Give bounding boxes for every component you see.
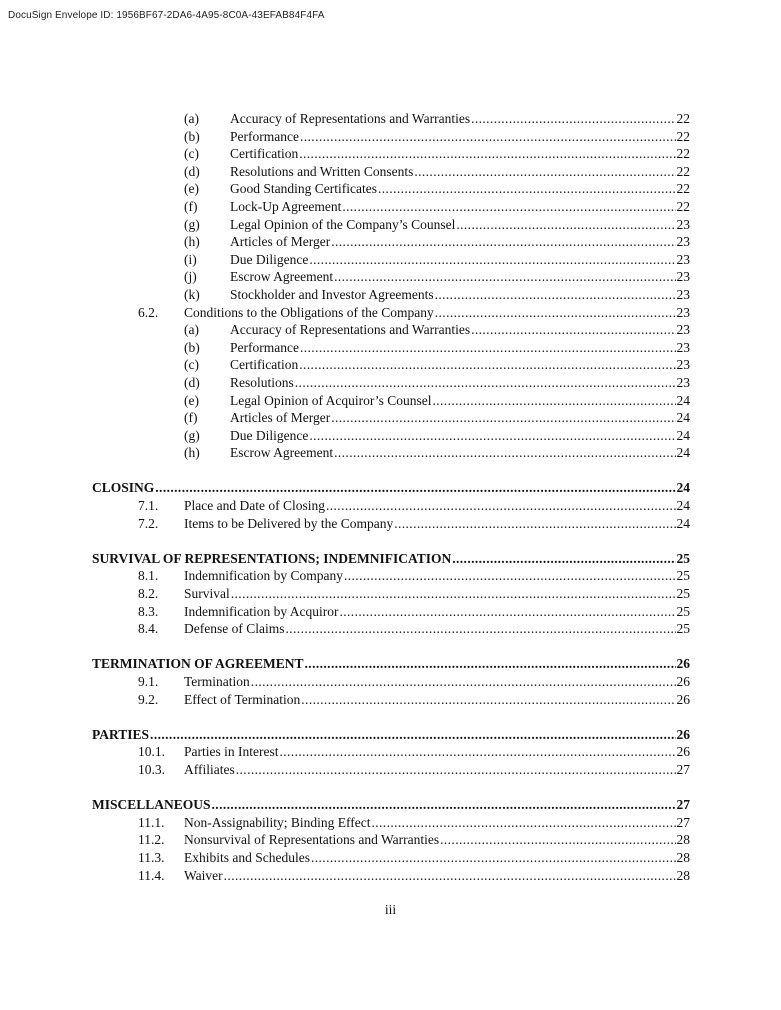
dot-leader [435, 286, 676, 304]
toc-entry[interactable] [0, 761, 781, 779]
toc-entry-number: (g) [184, 216, 200, 232]
toc-entry-title: Nonsurvival of Representations and Warranties [184, 832, 440, 848]
toc-entry-page: 24 [676, 392, 690, 408]
toc-heading-title: SURVIVAL OF REPRESENTATIONS; INDEMNIFICATION [92, 550, 452, 566]
toc-entry-number: 11.3. [138, 849, 165, 865]
toc-entry[interactable] [0, 145, 781, 163]
toc-entry[interactable] [0, 603, 781, 621]
toc-entry-page: 22 [676, 111, 690, 126]
toc-entry-title: Non-Assignability; Binding Effect [184, 814, 371, 830]
toc-entry-page: 22 [676, 146, 690, 162]
toc-heading-page: 25 [676, 550, 690, 566]
toc-entry-title: Articles of Merger [230, 410, 331, 426]
toc-entry-title: Parties in Interest [184, 744, 279, 760]
toc-entry-page: 23 [676, 357, 690, 373]
dot-leader [339, 603, 675, 621]
toc-entry-title: Effect of Termination [184, 691, 301, 707]
toc-entry-page: 23 [676, 374, 690, 390]
dot-leader [236, 761, 676, 779]
toc-entry-page: 26 [676, 691, 690, 707]
toc-entry-number: (c) [184, 146, 199, 162]
toc-entry-title: Escrow Agreement [230, 269, 334, 285]
toc-entry[interactable] [0, 110, 781, 128]
toc-entry-number: 8.4. [138, 621, 159, 637]
toc-entry-title: Waiver [184, 867, 223, 883]
toc-entry-title: Due Diligence [230, 427, 309, 443]
toc-entry[interactable] [0, 673, 781, 691]
dot-leader [155, 479, 675, 497]
dot-leader [440, 831, 675, 849]
toc-entry[interactable] [0, 444, 781, 462]
toc-entry[interactable] [0, 339, 781, 357]
dot-leader [300, 128, 676, 146]
toc-entry-page: 28 [676, 832, 690, 848]
toc-heading-page: 26 [676, 726, 690, 742]
toc-entry-title: Termination [184, 674, 250, 689]
dot-leader [305, 655, 676, 673]
dot-leader [378, 180, 676, 198]
toc-entry-title: Escrow Agreement [230, 445, 334, 461]
toc-entry-title: Due Diligence [230, 251, 309, 267]
toc-heading-page: 26 [676, 656, 690, 672]
toc-entry-page: 23 [676, 251, 690, 267]
dot-leader [432, 392, 675, 410]
toc-entry-title: Good Standing Certificates [230, 181, 377, 197]
toc-entry-title: Exhibits and Schedules [184, 849, 310, 865]
toc-entry-title: Legal Opinion of the Company’s Counsel [230, 216, 456, 232]
toc-entry-number: (d) [184, 374, 200, 390]
toc-entry-page: 25 [676, 621, 690, 637]
dot-leader [231, 585, 676, 603]
toc-entry[interactable] [0, 567, 781, 585]
toc-entry-page: 23 [676, 339, 690, 355]
toc-entry[interactable] [0, 216, 781, 234]
toc-entry-number: (k) [184, 286, 200, 302]
toc-entry-title: Certification [230, 146, 299, 162]
toc-entry-number: (b) [184, 128, 200, 144]
toc-heading-title: PARTIES [92, 726, 150, 742]
toc-entry-title: Performance [230, 128, 299, 144]
toc-heading-page: 24 [676, 480, 690, 496]
toc-entry[interactable] [0, 585, 781, 603]
toc-entry-number: 9.1. [138, 674, 159, 689]
toc-entry[interactable] [0, 198, 781, 216]
toc-heading-title: CLOSING [92, 480, 155, 496]
toc-entry-page: 26 [676, 674, 690, 689]
toc-entry-number: (e) [184, 392, 199, 408]
toc-entry-page: 27 [676, 814, 690, 830]
toc-entry-page: 22 [676, 128, 690, 144]
toc-entry-title: Legal Opinion of Acquiror’s Counsel [230, 392, 432, 408]
toc-entry-number: 8.1. [138, 568, 159, 584]
toc-section-heading[interactable] [0, 796, 781, 814]
toc-entry-page: 23 [676, 322, 690, 338]
page-number: iii [384, 902, 397, 917]
toc-entry-number: 8.3. [138, 603, 159, 619]
dot-leader [295, 374, 676, 392]
toc-entry-number: 10.3. [138, 761, 165, 777]
toc-entry-number: (c) [184, 357, 199, 373]
toc-heading-title: TERMINATION OF AGREEMENT [92, 656, 304, 672]
toc-heading-page: 27 [676, 797, 690, 813]
toc-entry-page: 23 [676, 216, 690, 232]
table-of-contents [0, 110, 781, 884]
dot-leader [334, 444, 675, 462]
toc-entry-page: 22 [676, 181, 690, 197]
envelope-id: DocuSign Envelope ID: 1956BF67-2DA6-4A95-8C0A-43EFAB84F4FA [8, 10, 325, 21]
dot-leader [435, 304, 676, 322]
toc-entry[interactable] [0, 374, 781, 392]
toc-entry-page: 23 [676, 286, 690, 302]
toc-entry-page: 23 [676, 304, 690, 320]
toc-entry-title: Lock-Up Agreement [230, 198, 342, 214]
toc-entry-page: 26 [676, 744, 690, 760]
toc-entry-number: (e) [184, 181, 199, 197]
toc-entry-page: 25 [676, 568, 690, 584]
dot-leader [224, 867, 676, 885]
toc-entry-number: (f) [184, 410, 198, 426]
toc-entry[interactable] [0, 251, 781, 269]
dot-leader [452, 550, 675, 568]
toc-entry-number: 6.2. [138, 304, 159, 320]
toc-section-heading[interactable] [0, 726, 781, 744]
dot-leader [471, 110, 675, 128]
dot-leader [414, 163, 675, 181]
toc-entry-title: Performance [230, 339, 299, 355]
toc-entry-title: Accuracy of Representations and Warranties [230, 111, 471, 126]
dot-leader [309, 251, 675, 269]
dot-leader [251, 673, 676, 691]
toc-entry[interactable] [0, 392, 781, 410]
dot-leader [331, 409, 675, 427]
toc-entry-page: 24 [676, 427, 690, 443]
dot-leader [285, 620, 675, 638]
toc-section-heading[interactable] [0, 655, 781, 673]
toc-entry[interactable] [0, 409, 781, 427]
dot-leader [342, 198, 675, 216]
toc-entry[interactable] [0, 163, 781, 181]
dot-leader [300, 339, 676, 357]
toc-heading-title: MISCELLANEOUS [92, 797, 211, 813]
toc-entry-number: (j) [184, 269, 197, 285]
toc-entry-title: Resolutions [230, 374, 294, 390]
toc-entry-title: Indemnification by Acquiror [184, 603, 339, 619]
dot-leader [471, 321, 675, 339]
toc-entry[interactable] [0, 831, 781, 849]
toc-entry-page: 22 [676, 198, 690, 214]
dot-leader [334, 268, 675, 286]
toc-entry-number: (a) [184, 322, 199, 338]
toc-entry-number: (i) [184, 251, 197, 267]
dot-leader [301, 691, 675, 709]
toc-entry-number: 11.4. [138, 867, 165, 883]
toc-entry-page: 22 [676, 163, 690, 179]
toc-entry[interactable] [0, 233, 781, 251]
toc-entry-page: 25 [676, 586, 690, 602]
toc-entry-title: Certification [230, 357, 299, 373]
toc-entry[interactable] [0, 356, 781, 374]
dot-leader [394, 515, 675, 533]
dot-leader [456, 216, 675, 234]
toc-entry[interactable] [0, 321, 781, 339]
dot-leader [344, 567, 676, 585]
dot-leader [331, 233, 675, 251]
toc-entry-number: 7.1. [138, 498, 159, 514]
toc-entry-page: 24 [676, 515, 690, 531]
toc-entry[interactable] [0, 867, 781, 885]
toc-entry[interactable] [0, 497, 781, 515]
toc-entry-number: 11.2. [138, 832, 165, 848]
toc-entry-title: Articles of Merger [230, 234, 331, 250]
toc-entry-title: Indemnification by Company [184, 568, 343, 584]
toc-entry[interactable] [0, 743, 781, 761]
toc-entry-number: (b) [184, 339, 200, 355]
toc-entry-number: 7.2. [138, 515, 159, 531]
dot-leader [212, 796, 676, 814]
toc-section-heading[interactable] [0, 479, 781, 497]
toc-entry-title: Resolutions and Written Consents [230, 163, 414, 179]
toc-entry-title: Items to be Delivered by the Company [184, 515, 394, 531]
toc-entry[interactable] [0, 849, 781, 867]
toc-entry-page: 23 [676, 269, 690, 285]
toc-entry-number: 10.1. [138, 744, 165, 760]
toc-entry-page: 23 [676, 234, 690, 250]
toc-entry-page: 24 [676, 498, 690, 514]
dot-leader [309, 427, 675, 445]
toc-entry-title: Survival [184, 586, 230, 602]
toc-entry[interactable] [0, 128, 781, 146]
dot-leader [299, 356, 675, 374]
toc-entry-title: Stockholder and Investor Agreements [230, 286, 434, 302]
toc-entry-number: (g) [184, 427, 200, 443]
toc-entry[interactable] [0, 268, 781, 286]
toc-entry-number: (f) [184, 198, 198, 214]
toc-entry-page: 27 [676, 761, 690, 777]
toc-entry-number: (a) [184, 111, 199, 126]
toc-entry-title: Accuracy of Representations and Warranties [230, 322, 471, 338]
toc-entry-number: 11.1. [138, 814, 165, 830]
toc-entry-number: 9.2. [138, 691, 159, 707]
toc-entry[interactable] [0, 180, 781, 198]
toc-entry[interactable] [0, 286, 781, 304]
toc-entry-page: 25 [676, 603, 690, 619]
toc-entry-page: 28 [676, 849, 690, 865]
toc-entry-number: (d) [184, 163, 200, 179]
toc-entry-number: (h) [184, 234, 200, 250]
toc-entry[interactable] [0, 691, 781, 709]
toc-section-heading[interactable] [0, 550, 781, 568]
toc-entry-title: Affiliates [184, 761, 235, 777]
toc-entry-number: 8.2. [138, 586, 159, 602]
toc-entry-title: Place and Date of Closing [184, 498, 325, 514]
toc-entry-title: Defense of Claims [184, 621, 285, 637]
toc-entry-page: 28 [676, 867, 690, 883]
toc-entry-page: 24 [676, 445, 690, 461]
toc-entry[interactable] [0, 304, 781, 322]
toc-entry-number: (h) [184, 445, 200, 461]
toc-entry[interactable] [0, 814, 781, 832]
dot-leader [150, 726, 675, 744]
toc-entry[interactable] [0, 620, 781, 638]
dot-leader [311, 849, 676, 867]
dot-leader [326, 497, 676, 515]
toc-entry-title: Conditions to the Obligations of the Company [184, 304, 434, 320]
dot-leader [371, 814, 675, 832]
toc-entry[interactable] [0, 427, 781, 445]
dot-leader [299, 145, 675, 163]
toc-entry[interactable] [0, 515, 781, 533]
toc-entry-page: 24 [676, 410, 690, 426]
dot-leader [279, 743, 675, 761]
